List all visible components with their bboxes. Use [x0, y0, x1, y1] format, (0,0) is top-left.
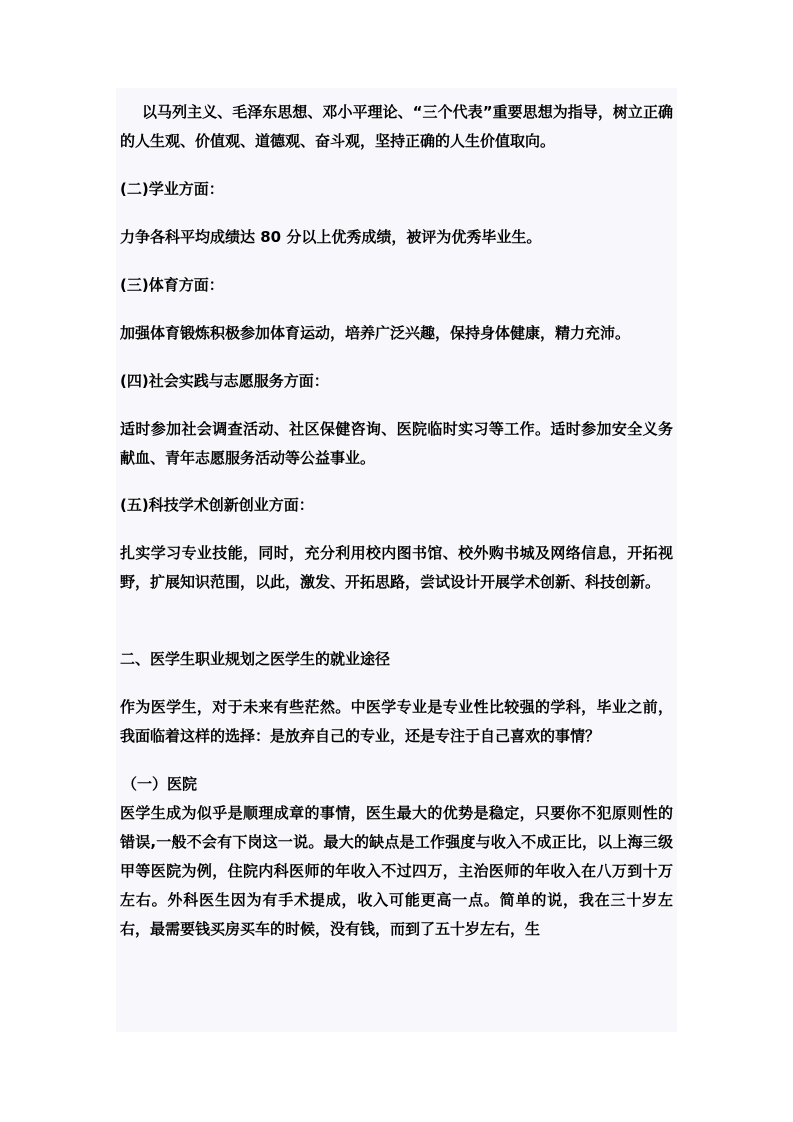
heading-section-2: 二、医学生职业规划之医学生的就业途径	[120, 650, 391, 668]
paragraph-social-practice: 适时参加社会调查活动、社区保健咨询、医院临时实习等工作。适时参加安全义务献血、青年志愿服务活动等公益事业。	[120, 420, 673, 467]
heading-social-practice: (四)社会实践与志愿服务方面：	[120, 372, 329, 390]
paragraph-hospital: 医学生成为似乎是顺理成章的事情，医生最大的优势是稳定，只要你不犯原则性的错误,一般不会有下岗这一说。最大的缺点是工作强度与收入不成正比，以上海三级甲等医院为例，住院内科医师的年收入不过四万，主治医师的年收入在八万到十万左右。外科医生因为有手术提成，收入可能更高一点。简单的说，我在三十岁左右，最需要钱买房买车的时候，没有钱，而到了五十岁左右，生	[120, 804, 673, 938]
paragraph-guiding-ideology: 以马列主义、毛泽东思想、邓小平理论、“三个代表”重要思想为指导，树立正确的人生观、价值观、道德观、奋斗观，坚持正确的人生价值取向。	[120, 103, 673, 150]
heading-tech-innovation: (五)科技学术创新创业方面：	[120, 496, 314, 514]
heading-academic: (二)学业方面：	[120, 180, 224, 198]
document-body	[120, 98, 673, 944]
paragraph-tech-innovation: 扎实学习专业技能，同时，充分利用校内图书馆、校外购书城及网络信息，开拓视野，扩展知识范围，以此，激发、开拓思路，尝试设计开展学术创新、科技创新。	[120, 544, 673, 591]
paragraph-academic: 力争各科平均成绩达 80 分以上优秀成绩，被评为优秀毕业生。	[120, 228, 542, 246]
heading-hospital: （一）医院	[122, 775, 198, 793]
heading-sports: (三)体育方面：	[120, 276, 224, 294]
paragraph-sports: 加强体育锻炼积极参加体育运动，培养广泛兴趣，保持身体健康，精力充沛。	[120, 324, 631, 342]
paragraph-introduction: 作为医学生，对于未来有些茫然。中医学专业是专业性比较强的学科，毕业之前，我面临着这样的选择：是放弃自己的专业，还是专注于自己喜欢的事情？	[120, 698, 673, 745]
